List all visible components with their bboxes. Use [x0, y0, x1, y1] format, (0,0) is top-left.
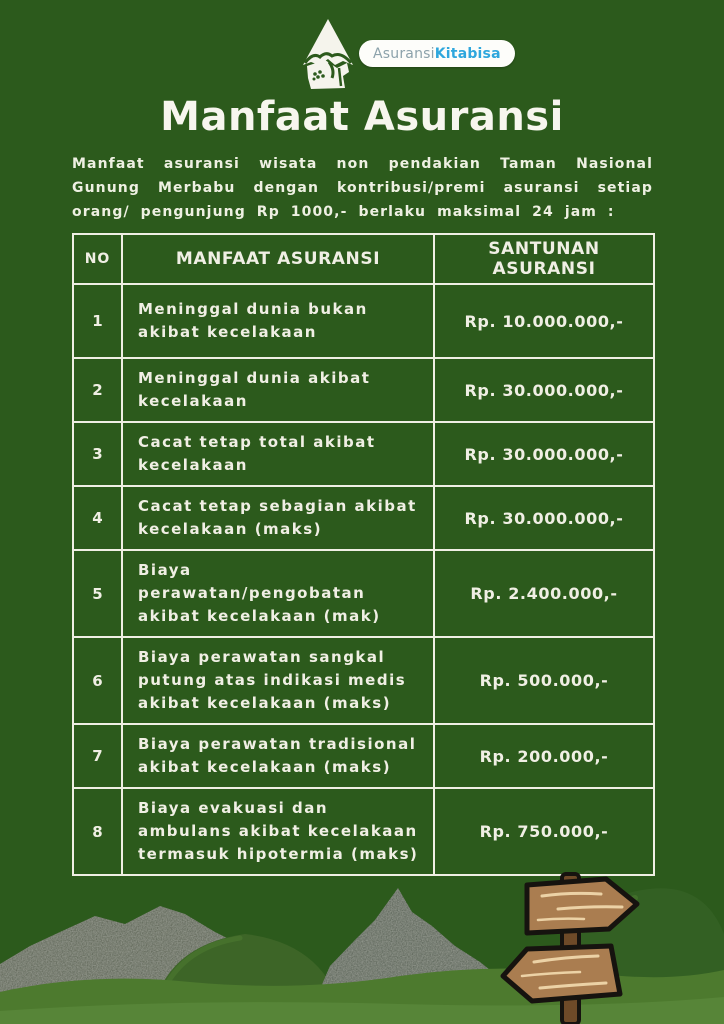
header-benefit: MANFAAT ASURANSI — [122, 234, 434, 284]
amount-cell: Rp. 2.400.000,- — [434, 550, 654, 637]
row-number: 8 — [73, 788, 122, 875]
page-title: Manfaat Asuransi — [160, 94, 564, 140]
row-number: 3 — [73, 422, 122, 486]
benefit-cell: Biaya perawatan sangkal putung atas indikasi medis akibat kecelakaan (maks) — [122, 637, 434, 724]
row-number: 5 — [73, 550, 122, 637]
row-number: 6 — [73, 637, 122, 724]
brand-badge-right: Kitabisa — [434, 45, 501, 62]
table-body — [73, 284, 654, 875]
benefits-table — [72, 233, 655, 876]
benefit-cell: Meninggal dunia akibat kecelakaan — [122, 358, 434, 422]
amount-cell: Rp. 30.000.000,- — [434, 486, 654, 550]
amount-cell: Rp. 30.000.000,- — [434, 358, 654, 422]
benefit-cell: Biaya perawatan/pengobatan akibat kecelakaan (mak) — [122, 550, 434, 637]
table-row — [73, 724, 654, 788]
table-row — [73, 637, 654, 724]
header-no: NO — [73, 234, 122, 284]
row-number: 7 — [73, 724, 122, 788]
row-number: 2 — [73, 358, 122, 422]
table-row — [73, 550, 654, 637]
amount-cell: Rp. 500.000,- — [434, 637, 654, 724]
table-row — [73, 486, 654, 550]
table-header-row — [73, 234, 654, 284]
table-row — [73, 422, 654, 486]
benefit-cell: Cacat tetap sebagian akibat kecelakaan (maks) — [122, 486, 434, 550]
amount-cell: Rp. 10.000.000,- — [434, 284, 654, 358]
benefit-cell: Biaya perawatan tradisional akibat kecelakaan (maks) — [122, 724, 434, 788]
header-amount: SANTUNAN ASURANSI — [434, 234, 654, 284]
intro-paragraph: Manfaat asuransi wisata non pendakian Taman Nasional Gunung Merbabu dengan kontribusi/premi asuransi setiap orang/ pengunjung Rp 1000,- berlaku maksimal 24 jam : — [72, 156, 653, 220]
benefit-cell: Biaya evakuasi dan ambulans akibat kecelakaan termasuk hipotermia (maks) — [122, 788, 434, 875]
amount-cell: Rp. 30.000.000,- — [434, 422, 654, 486]
amount-cell: Rp. 750.000,- — [434, 788, 654, 875]
table-row — [73, 358, 654, 422]
brand-badge-left: Asuransi — [373, 45, 435, 62]
amount-cell: Rp. 200.000,- — [434, 724, 654, 788]
benefit-cell: Cacat tetap total akibat kecelakaan — [122, 422, 434, 486]
benefit-cell: Meninggal dunia bukan akibat kecelakaan — [122, 284, 434, 358]
row-number: 4 — [73, 486, 122, 550]
row-number: 1 — [73, 284, 122, 358]
mountain-park-logo-icon — [299, 18, 357, 90]
table-row — [73, 284, 654, 358]
brand-badge — [359, 40, 515, 67]
mountain-landscape-illustration — [0, 854, 724, 1024]
